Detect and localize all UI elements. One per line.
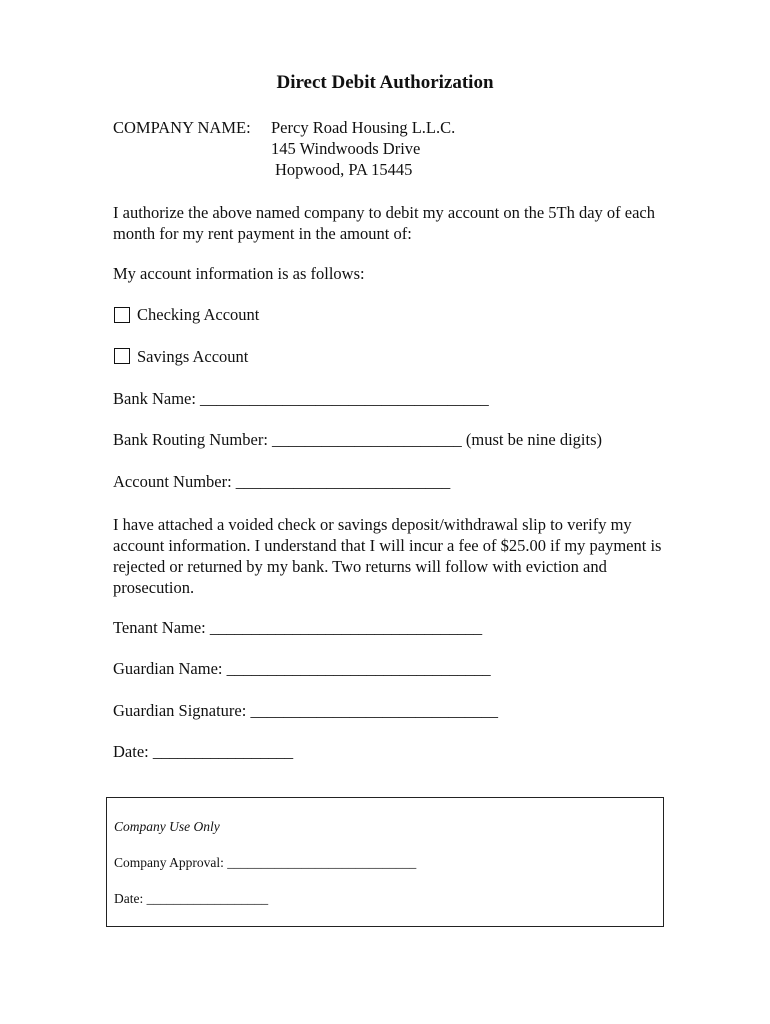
document-title: Direct Debit Authorization [276, 72, 494, 93]
guardian-signature-field[interactable]: Guardian Signature: ______________________________ [113, 701, 498, 720]
company-use-heading: Company Use Only [114, 819, 220, 834]
routing-number-field[interactable]: Bank Routing Number: _______________________ (must be nine digits) [113, 430, 603, 449]
date-field[interactable]: Date: _________________ [113, 742, 294, 761]
disclaimer-text: I have attached a voided check or savings deposit/withdrawal slip to verify my account information. I understand that I will incur a fee of $25.00 if my payment is rejected or returned by my bank. Two returns will follow with eviction and prosecution. [113, 515, 662, 597]
company-name-value: Percy Road Housing L.L.C. [271, 118, 456, 137]
company-address-line1: 145 Windwoods Drive [271, 139, 421, 158]
checking-account-checkbox[interactable] [114, 307, 130, 323]
company-address-line2: Hopwood, PA 15445 [275, 160, 413, 179]
guardian-name-field[interactable]: Guardian Name: ________________________________ [113, 659, 491, 678]
company-date-field[interactable]: Date: __________________ [114, 891, 269, 906]
checking-account-label: Checking Account [137, 305, 260, 324]
savings-account-label: Savings Account [137, 347, 249, 366]
bank-name-field[interactable]: Bank Name: ___________________________________ [113, 389, 489, 408]
authorization-text: I authorize the above named company to debit my account on the 5Th day of each month for my rent payment in the amount of: [113, 203, 656, 243]
savings-account-checkbox[interactable] [114, 348, 130, 364]
account-info-intro: My account information is as follows: [113, 264, 365, 283]
account-number-field[interactable]: Account Number: __________________________ [113, 472, 451, 491]
company-use-box [106, 797, 664, 927]
company-approval-field[interactable]: Company Approval: ____________________________ [114, 855, 417, 870]
company-name-label: COMPANY NAME: [113, 118, 251, 137]
tenant-name-field[interactable]: Tenant Name: _________________________________ [113, 618, 483, 637]
